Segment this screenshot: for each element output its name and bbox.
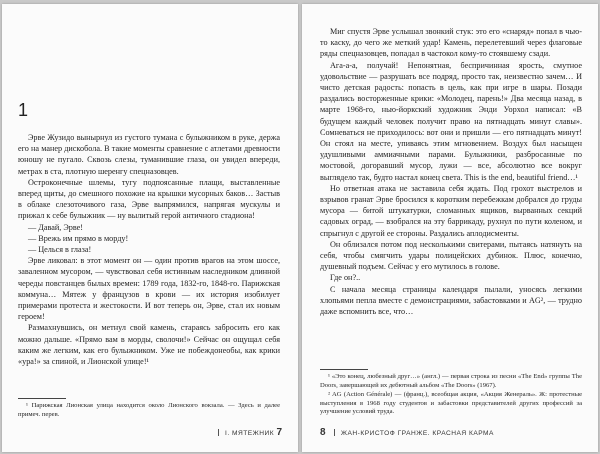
running-title: I. МЯТЕЖНИК — [224, 430, 275, 437]
footnote-rule — [18, 398, 66, 399]
running-footer — [218, 427, 282, 438]
paragraph: Миг спустя Эрве услышал звонкий стук: это его «снаряд» попал в чью-то каску, до чего же меткий удар! Камень, перелетевший через флаговые ряды спецназовцев, попадал в частокол кому-то стоявшему сзади. — [320, 27, 582, 59]
paragraph: Размахнувшись, он метнул свой камень, стараясь забросить его как можно дальше. «Прямо вам в морды, сволочи!» Сейчас он ощущал себя каким же легким, как его булыжником. Уже не побеждонеобы, как крики «ура!» за спиной, и Лионской улице!¹ — [18, 323, 280, 367]
right-text-column — [320, 26, 582, 317]
left-page — [2, 4, 298, 452]
left-text-column — [18, 132, 280, 367]
running-title: ЖАН-КРИСТОФ ГРАНЖЕ. КРАСНАЯ КАРМА — [340, 430, 494, 437]
footnote-rule — [320, 369, 368, 370]
dialogue-line: — Врежь им прямо в морду! — [28, 233, 129, 243]
footnote: ² AG (Action Générale) — (франц.), всеобщая акция, «Акция Женераль». Ж: протестные выступления в 1968 году студентов и забастовки представителей других профессий за улучшение условий труда. — [320, 391, 582, 416]
dialogue-line: Где он?.. — [330, 273, 361, 283]
paragraph: Остроконечные шлемы, тугу подпоясанные плащи, выставленные вперед щиты, до смешного похожие на крышки мусорных баков… Застыв в облаке слезоточивого газа, Эрве выпрямился, напрягая мускулы и прижал к себе булыжник — ну вылитый герой античного стадиона! — [18, 177, 280, 221]
paragraph: Он облизался потом под несколькими свитерами, пытаясь натянуть на себя, чтобы смягчить удары полицейских дубинок. Плюс, конечно, душевный подъем. Сейчас у его мутилось в голове. — [320, 239, 582, 272]
footnote: ¹ Парижская Лионская улица находится около Лионского вокзала. — Здесь и далее примеч. перев. — [18, 402, 280, 418]
paragraph: Но ответная атака не заставила себя ждать. Под грохот выстрелов и взрывов гранат Эрве бросился к коротким перебежкам добрался до груды мусора — битой штукатурки, сломанных ящиков, вырванных секций садовых оград, — взобрался на эту баррикаду, рухнул по пути коленом, и спрыгнул с другой ее стороны. Раздались аплодисменты. — [320, 183, 582, 238]
footnote: ¹ «Это конец, любезный друг…» (англ.) — первая строка из песни «The End» группы The Doors, завершающей их дебютный альбом «The Doors» (1967). — [320, 373, 582, 389]
paragraph: Ага-а-а, получай! Непонятная, беспричинная ярость, смутное удовольствие — разрушать все подряд, просто так, неизвестно зачем… И чисто детская радость: попасть в цель, как при игре в шары. Позади раздались восторженные крики: «Молодец, парень!» Два месяца назад, в марте 1968-го, нью-йоркский художник Энди Уорхол написал: «В будущем каждый человек получит право на пятнадцать минут славы». Сомневаться не приходилось: вот они и пришли — его пятнадцать минут! Он стоял на месте, упиваясь этим мгновением. Воздух был насыщен удушливыми аммиачными парами. Булыжники, разбросанные по мостовой, догоравший мусор, лужи — все, абсолютно все вокруг выглядело так, будто настал конец света. This is the end, beautiful friend…¹ — [320, 60, 582, 182]
dialogue-line: — Давай, Эрве! — [28, 222, 83, 232]
footer-separator — [334, 429, 335, 436]
chapter-number: 1 — [18, 100, 29, 120]
page-number: 7 — [276, 427, 282, 438]
paragraph: Эрве ликовал: в этот момент он — один против врагов на этом шоссе, заваленном мусором, — чувствовал себя истинным наследником длинной череды повстанцев былых времен: 1789 года, 1832-го, 1848-го. Парижская коммуна… Мятеж у французов в крови — их история изобилует примерами протеста и жестокости. И вот теперь он, Эрве, стал их новым героем! — [18, 256, 280, 322]
right-page — [302, 4, 598, 452]
footer-separator — [218, 429, 219, 436]
running-footer — [320, 427, 494, 438]
paragraph: С начала месяца страницы календаря пылали, уносясь легкими хлопьями пепла вместе с демонстрациями, забастовками и AG², — трудно даже вспомнить все, что… — [320, 284, 582, 317]
page-number: 8 — [320, 427, 326, 438]
dialogue-line: — Целься в глаза! — [28, 245, 92, 255]
paragraph: Эрве Жузидо вынырнул из густого тумана с булыжником в руке, держа его на манер дискобола. В такие моменты сравнение с атлетами древности юношу не пугало. Сквозь слезы, туманившие глаза, он увидел впереди, метрах в ста, плотную шеренгу спецназовцев. — [18, 133, 280, 176]
